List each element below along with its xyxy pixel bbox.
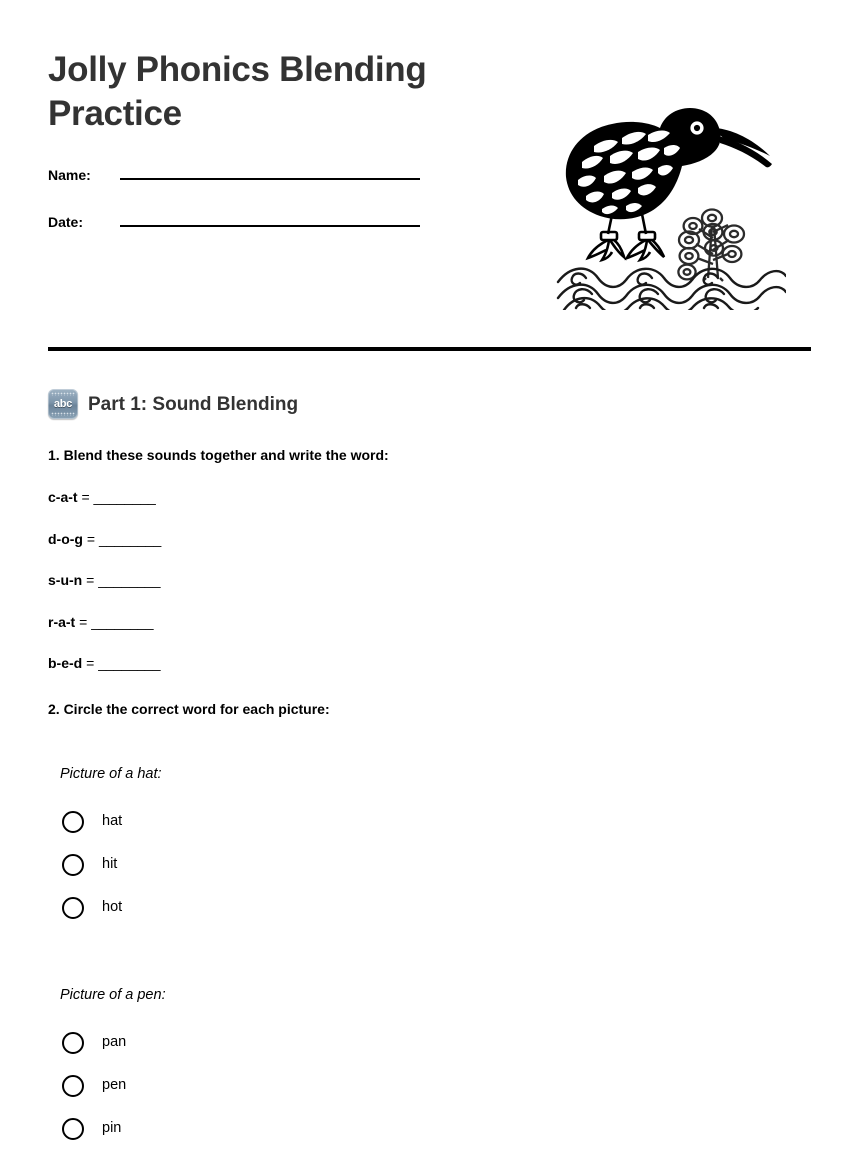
option-row[interactable] [60,843,400,886]
option-circle-icon[interactable] [62,854,84,876]
blend-answer-blank[interactable]: ________ [98,655,161,671]
abc-icon-bottom-dots [51,412,75,416]
option-row[interactable] [60,800,400,843]
option-circle-icon[interactable] [62,1118,84,1140]
date-label: Date: [48,214,84,230]
name-write-line[interactable] [120,164,420,180]
blend-equals: = [79,613,88,630]
name-label: Name: [48,167,91,183]
question-1-label: 1. Blend these sounds together and write the word: [48,447,389,463]
blend-equals: = [81,489,90,505]
option-circle-icon[interactable] [62,897,84,919]
kiwi-bird-tree-waves-illustration [556,82,786,310]
option-row[interactable] [60,1107,400,1150]
option-word: pan [102,1034,127,1051]
option-circle-icon[interactable] [62,811,84,833]
option-circle-icon[interactable] [62,1032,84,1054]
kiwi-bird-icon [566,108,772,260]
option-row[interactable] [60,1064,400,1107]
option-row[interactable] [60,886,400,929]
blend-answer-blank[interactable]: ________ [98,530,162,547]
blending-exercise-list [48,489,448,697]
abc-icon-top-dots [51,392,75,396]
page-title: Jolly Phonics Blending Practice [48,50,427,134]
date-field-row [48,211,428,230]
name-field-row [48,164,428,183]
option-word: pin [102,1120,122,1137]
blend-equals: = [86,572,95,588]
option-row[interactable] [60,1021,400,1064]
part-title: Part 1: Sound Blending [88,393,299,415]
picture-caption: Picture of a pen: [60,987,166,1003]
tree-icon [678,210,744,282]
picture-group-hat [60,766,400,929]
blend-sounds: s-u-n [48,572,83,588]
picture-caption: Picture of a hat: [60,766,162,782]
waves-decoration [558,269,786,310]
option-word: hit [102,856,118,873]
option-word: hot [102,899,123,916]
worksheet-header [0,0,860,300]
blend-item [48,572,448,614]
date-write-line[interactable] [120,211,420,227]
blend-equals: = [86,530,96,547]
blend-equals: = [86,655,95,671]
blend-item [48,655,448,697]
blend-sounds: d-o-g [48,530,83,547]
abc-icon-label: abc [53,397,73,410]
option-circle-icon[interactable] [62,1075,84,1097]
blend-sounds: b-e-d [48,655,83,671]
blend-item [48,489,448,531]
blend-answer-blank[interactable]: ________ [93,489,156,505]
blend-answer-blank[interactable]: ________ [98,572,161,588]
picture-group-pen [60,987,400,1150]
option-word: pen [102,1077,127,1094]
blend-answer-blank[interactable]: ________ [91,613,154,630]
blend-item [48,531,448,573]
blend-item [48,614,448,656]
question-2-label: 2. Circle the correct word for each picture: [48,701,330,717]
section-divider [48,347,811,351]
blend-sounds: c-a-t [48,489,78,505]
blend-sounds: r-a-t [48,613,76,630]
option-word: hat [102,813,123,830]
part-heading [48,389,298,419]
abc-icon [48,389,78,419]
